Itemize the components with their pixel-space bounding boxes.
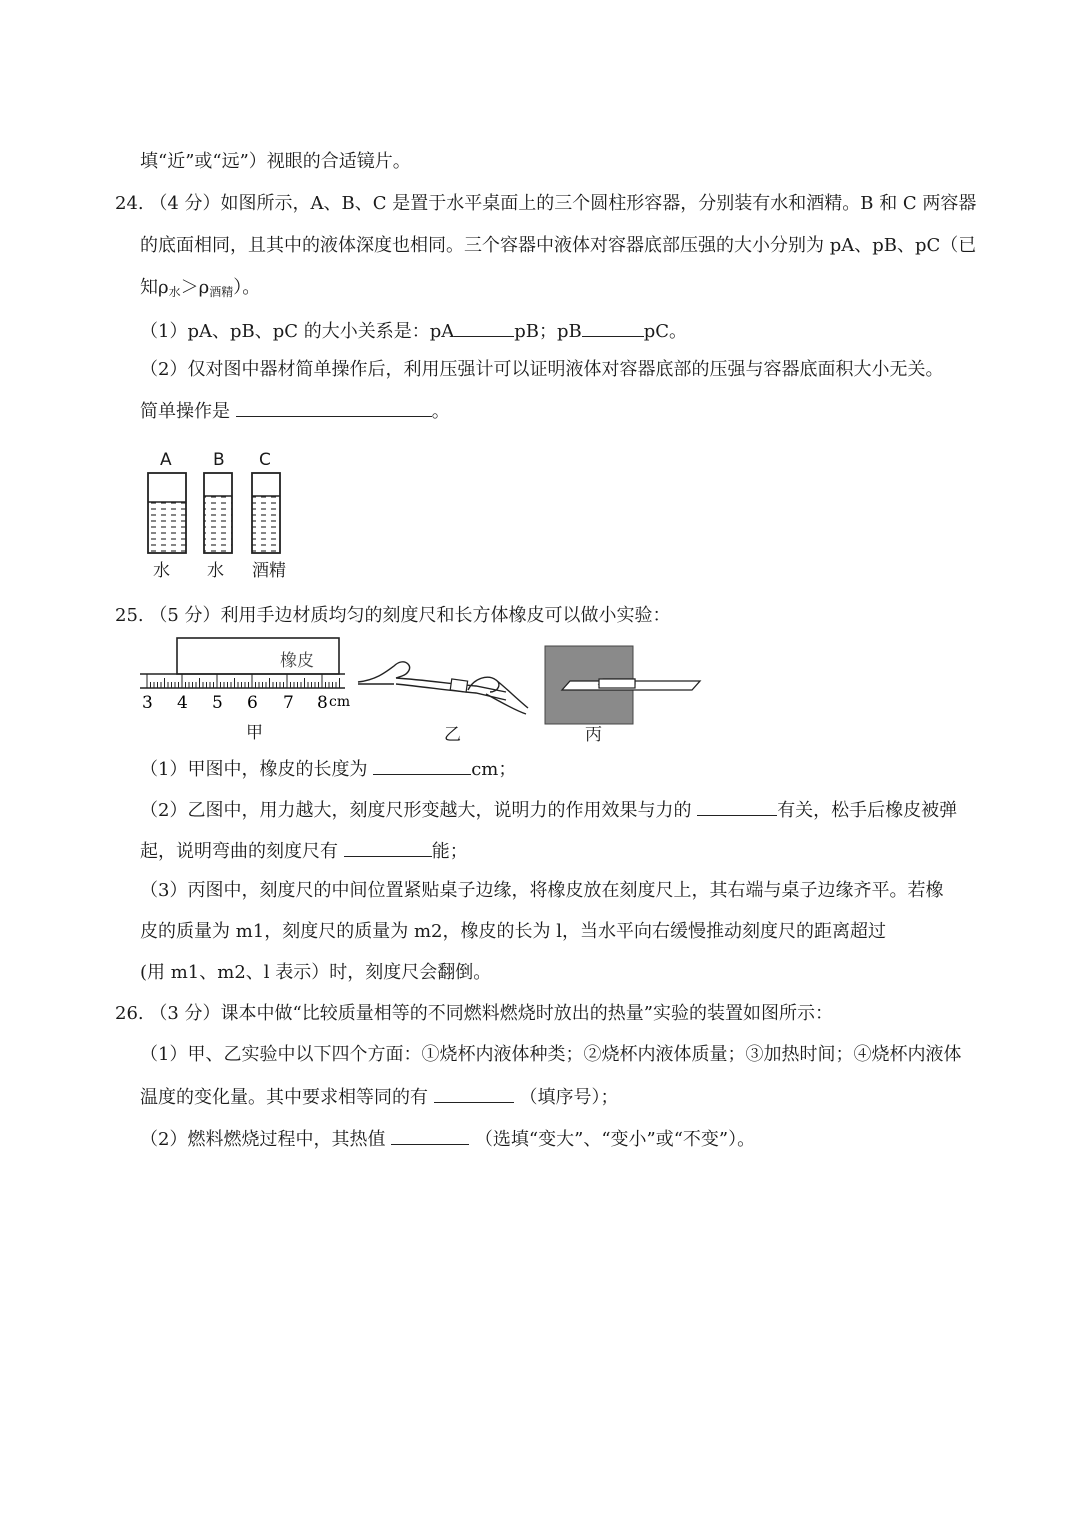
q26-sub1-b: （填序号）； [519,1087,619,1108]
container-b [204,473,232,553]
eraser [599,679,635,688]
q25-sub2-a: （2）乙图中，用力越大，刻度尺形变越大，说明力的作用效果与力的 [140,800,692,821]
q24-number: 24. [115,193,144,214]
q25-sub2-d: 能； [431,841,468,862]
bent-ruler-figure [356,650,531,720]
q24-line1 [115,192,976,216]
fig-label-yi: 乙 [444,725,461,745]
ruler-unit: cm [329,694,351,710]
q25-sub1-b: cm； [471,759,517,780]
ruler-eraser-figure [135,636,355,716]
q25-text1: （5 分）利用手边材质均匀的刻度尺和长方体橡皮可以做小实验： [149,605,671,626]
small-eraser [450,679,467,692]
eraser [177,638,339,674]
q25-sub1-a: （1）甲图中，橡皮的长度为 [140,759,368,780]
q25-sub2 [140,797,957,823]
q24-line3 [140,276,260,304]
answer-blank[interactable] [582,318,644,337]
q26-line1 [115,1002,833,1026]
q26-sub2-b: （选填“变大”、“变小”或“不变”）。 [474,1129,756,1150]
right-hand [468,677,528,714]
answer-blank[interactable] [373,756,471,775]
q25-sub3-line1: （3）丙图中，刻度尺的中间位置紧贴桌子边缘，将橡皮放在刻度尺上，其右端与桌子边缘齐平。若橡 [140,880,944,901]
q24-text3a: 知ρ [140,277,169,298]
q24-sub2-b: 。 [431,401,450,422]
q24-sub-alcohol: 酒精 [209,285,234,299]
answer-blank[interactable] [391,1126,469,1145]
tick-label: 6 [247,693,258,713]
q25-sub1 [140,756,516,782]
q26-sub2 [140,1126,755,1152]
q24-sub2-a: 简单操作是 [140,401,230,422]
liquid-label-a: 水 [153,561,170,581]
q25-sub2-b: 有关，松手后橡皮被弹 [777,800,958,821]
answer-blank[interactable] [236,398,432,417]
container-c [252,473,280,553]
answer-blank[interactable] [434,1084,514,1103]
tick-label: 3 [142,693,153,713]
q24-sub1 [140,318,687,344]
q25-sub2-line2 [140,838,468,864]
container-b-label: B [213,450,225,470]
q25-sub3-line2: 皮的质量为 m1，刻度尺的质量为 m2，橡皮的长为 l，当水平向右缓慢推动刻度尺的距离超过 [140,921,886,942]
liquid-label-b: 水 [207,561,224,581]
q24-sub1-b: pB；pB [514,321,582,342]
q24-sub2: （2）仅对图中器材简单操作后，利用压强计可以证明液体对容器底部的压强与容器底面积大小无关。 [140,359,944,380]
q24-text3b: ＞ρ [180,277,210,298]
q24-sub-water: 水 [168,285,181,299]
q26-number: 26. [115,1003,144,1024]
fig-label-jia: 甲 [246,723,263,743]
q24-sub2-line2 [140,398,450,424]
tick-label: 7 [283,693,294,713]
eraser-label: 橡皮 [280,651,314,671]
answer-blank[interactable] [454,318,514,337]
q24-sub1-a: （1）pA、pB、pC 的大小关系是：pA [140,321,455,342]
q26-sub2-a: （2）燃料燃烧过程中，其热值 [140,1129,386,1150]
q25-number: 25. [115,605,144,626]
q24-line2: 的底面相同，且其中的液体深度也相同。三个容器中液体对容器底部压强的大小分别为 pA、pB、pC（已 [140,235,977,256]
container-a [148,473,186,553]
table-ruler-figure [540,644,710,726]
q26-sub1-line2 [140,1084,618,1110]
q25-sub3-line3: (用 m1、m2、l 表示）时，刻度尺会翻倒。 [140,962,492,983]
q25-line1 [115,604,671,628]
liquid-label-c: 酒精 [252,561,286,581]
containers-figure [140,470,300,560]
container-a-label: A [160,450,172,470]
q24-text1: （4 分）如图所示，A、B、C 是置于水平桌面上的三个圆柱形容器，分别装有水和酒精。B 和 C 两容器 [149,193,977,214]
answer-blank[interactable] [697,797,777,816]
container-c-label: C [259,450,271,470]
answer-blank[interactable] [344,838,432,857]
tick-label: 8 [317,693,328,713]
q26-sub1-line1: （1）甲、乙实验中以下四个方面：①烧杯内液体种类；②烧杯内液体质量；③加热时间；④烧杯内液体 [140,1044,962,1065]
q26-text1: （3 分）课本中做“比较质量相等的不同燃料燃烧时放出的热量”实验的装置如图所示： [149,1003,833,1024]
tick-label: 4 [177,693,188,713]
fig-label-bing: 丙 [585,725,602,745]
continued-line: 填“近”或“远”）视眼的合适镜片。 [140,151,411,172]
q25-sub2-c: 起，说明弯曲的刻度尺有 [140,841,338,862]
q26-sub1-a: 温度的变化量。其中要求相等同的有 [140,1087,428,1108]
q24-sub1-c: pC。 [643,321,688,342]
q24-text3c: ）。 [233,277,261,298]
tick-label: 5 [212,693,223,713]
